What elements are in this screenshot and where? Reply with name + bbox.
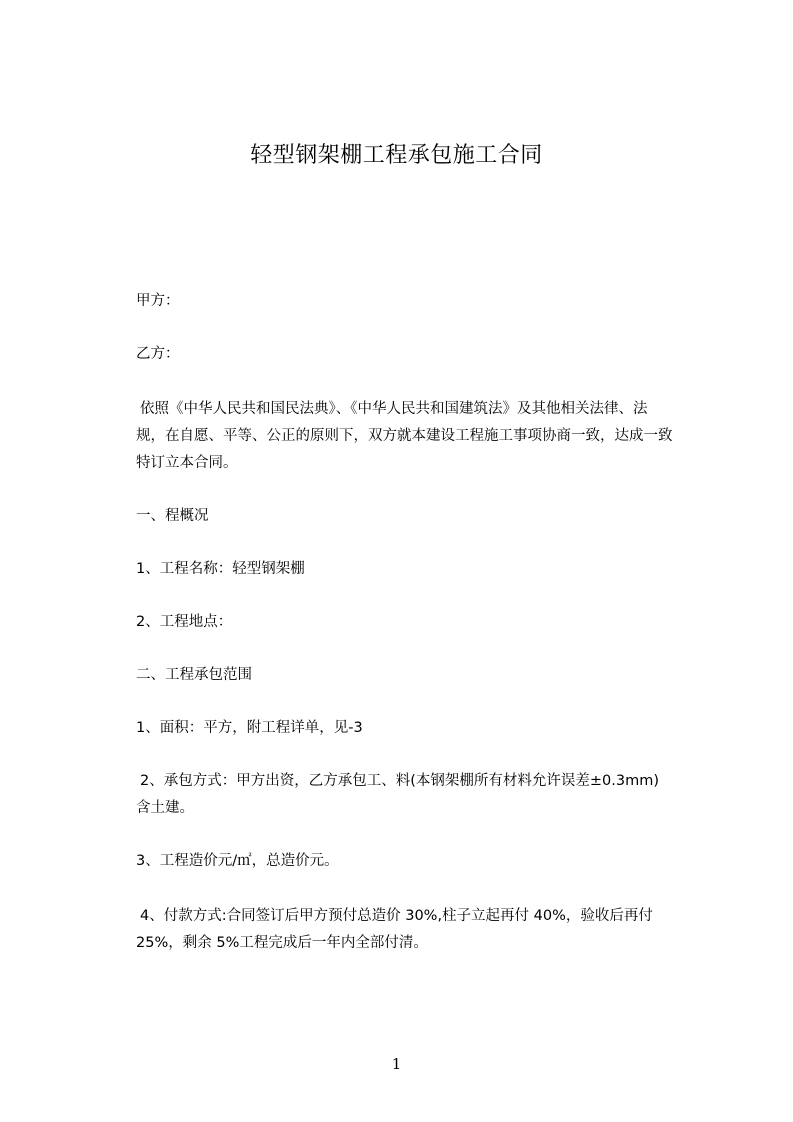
party-a-label: 甲方： <box>136 293 180 309</box>
section-2-item-2-line-1: 2、承包方式：甲方出资，乙方承包工、料(本钢架棚所有材料允许误差±0.3mm) <box>140 773 659 789</box>
section-2-heading: 二、工程承包范围 <box>136 667 252 683</box>
intro-line-2: 规，在自愿、平等、公正的原则下，双方就本建设工程施工事项协商一致，达成一致 <box>136 428 673 444</box>
section-2-item-2-line-2: 含土建。 <box>136 800 194 816</box>
page-number: 1 <box>391 1055 402 1073</box>
section-2-item-4-line-1: 4、付款方式:合同签订后甲方预付总造价 30%,柱子立起再付 40%，验收后再付 <box>140 908 653 924</box>
intro-line-1: 依照《中华人民共和国民法典》、《中华人民共和国建筑法》及其他相关法律、法 <box>140 401 648 417</box>
section-1-item-1: 1、工程名称：轻型钢架棚 <box>136 561 305 577</box>
party-b-label: 乙方： <box>136 346 180 362</box>
section-1-item-2: 2、工程地点： <box>136 614 233 630</box>
document-title: 轻型钢架棚工程承包施工合同 <box>250 143 543 168</box>
section-2-item-3: 3、工程造价元/㎡，总造价元。 <box>136 853 339 869</box>
section-1-heading: 一、程概况 <box>136 508 209 524</box>
section-2-item-4-line-2: 25%，剩余 5%工程完成后一年内全部付清。 <box>136 935 428 951</box>
section-2-item-1: 1、面积：平方，附工程详单，见-3 <box>136 720 363 736</box>
intro-line-3: 特订立本合同。 <box>136 455 238 471</box>
